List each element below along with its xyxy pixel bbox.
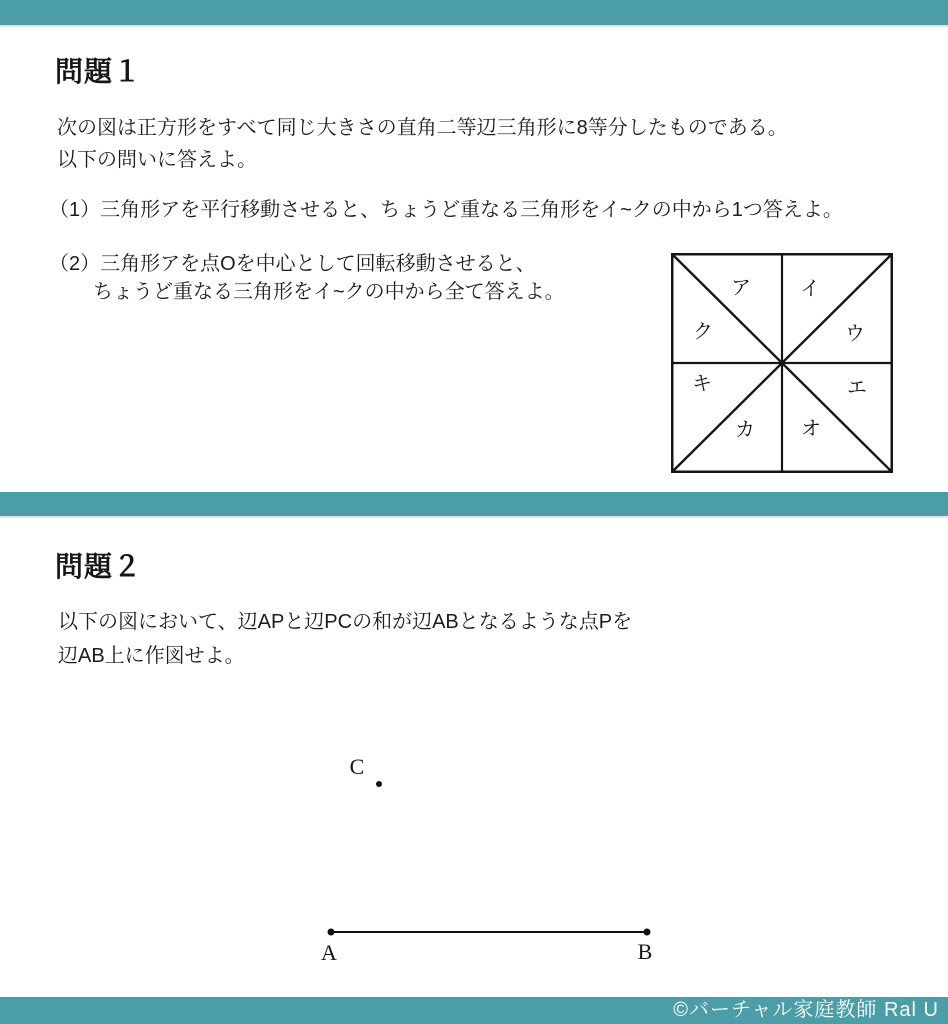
- footer-band: [0, 997, 948, 1024]
- top-divider-band: [0, 0, 948, 27]
- construction-figure: [300, 740, 700, 975]
- square-eight-triangles-figure: [671, 253, 893, 473]
- point-b-dot: [644, 929, 651, 936]
- triangle-label-ku: ク: [693, 321, 713, 343]
- problem-2-body-line-2: 辺AB上に作図せよ。: [58, 645, 245, 667]
- triangle-label-u: ウ: [845, 323, 865, 345]
- problem-1-question-2-line-1: （2）三角形アを点Oを中心として回転移動させると、: [49, 253, 536, 275]
- point-a-dot: [328, 929, 335, 936]
- copyright-text: ©バーチャル家庭教師 Ral U: [673, 999, 939, 1021]
- triangle-label-o: オ: [801, 418, 821, 440]
- point-label-c: C: [349, 754, 365, 779]
- section-divider-band: [0, 492, 948, 518]
- triangle-label-ki: キ: [692, 373, 712, 395]
- point-label-a: A: [321, 940, 337, 965]
- problem-1-intro-line-1: 次の図は正方形をすべて同じ大きさの直角二等辺三角形に8等分したものである。: [57, 117, 788, 139]
- triangle-label-i: イ: [800, 278, 820, 300]
- problem-2-title: 問題２: [55, 551, 143, 582]
- segment-ab: [331, 931, 647, 933]
- triangle-label-ka: カ: [735, 419, 755, 441]
- triangle-label-a: ア: [731, 277, 751, 299]
- triangle-label-e: エ: [847, 377, 867, 399]
- problem-1-intro: [57, 112, 788, 176]
- point-c-dot: [376, 781, 382, 787]
- problem-2-body: [58, 605, 632, 673]
- problem-1-title: 問題１: [55, 56, 143, 87]
- point-label-b: B: [637, 939, 653, 964]
- problem-1-question-2-line-2: ちょうど重なる三角形をイ~クの中から全て答えよ。: [93, 281, 565, 303]
- problem-2-body-line-1: 以下の図において、辺APと辺PCの和が辺ABとなるような点Pを: [58, 611, 633, 633]
- problem-1-intro-line-2: 以下の問いに答えよ。: [57, 149, 257, 171]
- problem-1-question-2: [49, 250, 565, 306]
- problem-1-question-1: （1）三角形アを平行移動させると、ちょうど重なる三角形をイ~クの中から1つ答えよ。: [49, 199, 843, 221]
- square-figure-lines: [671, 253, 893, 473]
